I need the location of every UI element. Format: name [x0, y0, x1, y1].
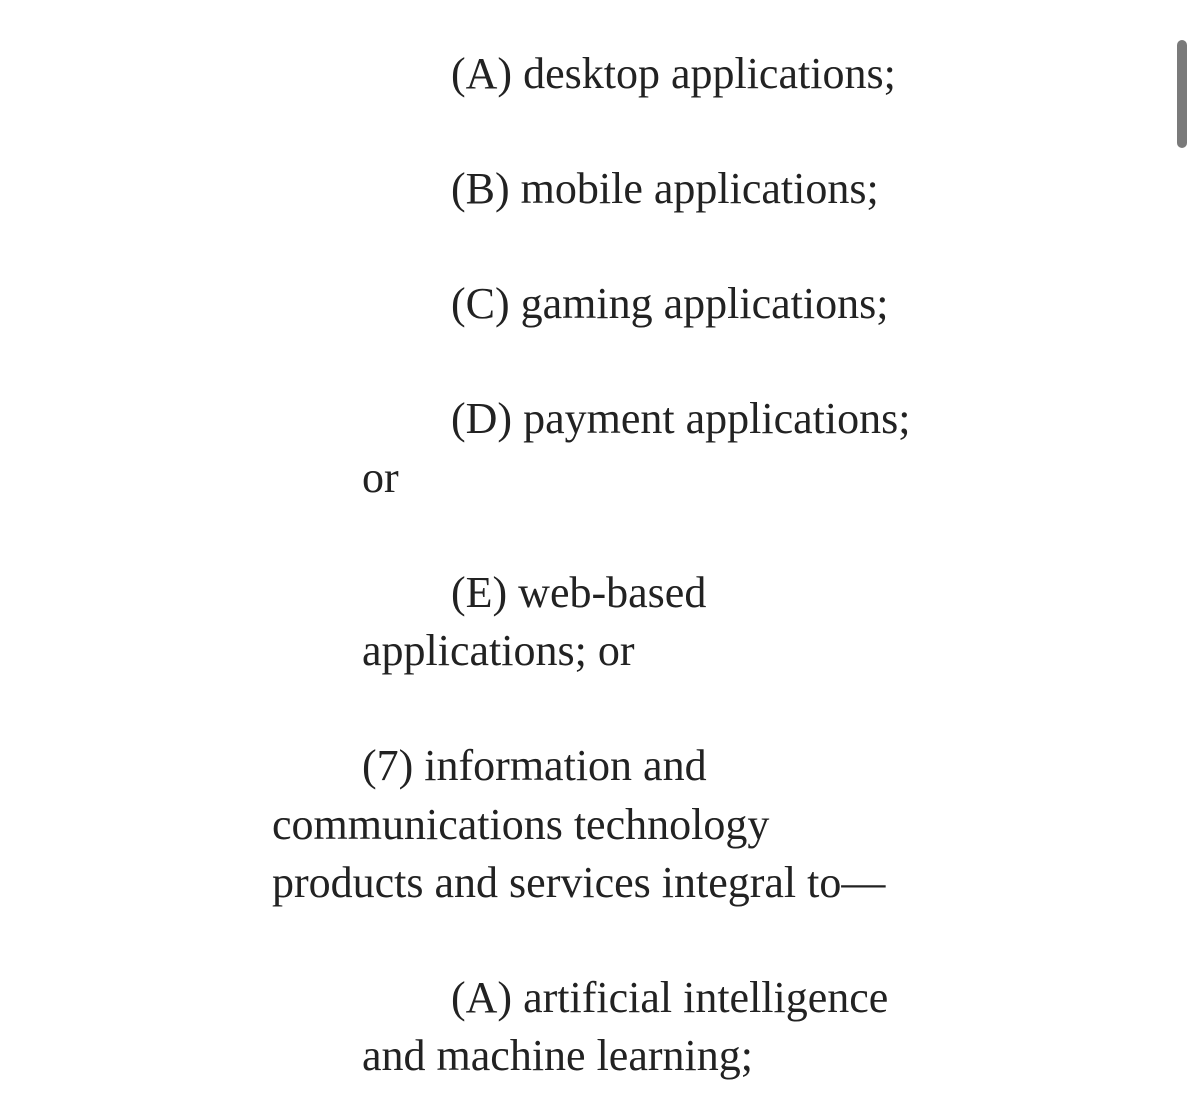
list-item-b-mobile: (B) mobile applications;: [451, 164, 879, 213]
paragraph-7-line-3: products and services integral to—: [272, 858, 886, 907]
list-item-d-payment: (D) payment applications;: [451, 394, 911, 443]
vertical-scrollbar[interactable]: [1177, 40, 1187, 148]
list-item-e-web: (E) web-based: [451, 568, 707, 617]
list-item-d-continuation: or: [362, 453, 399, 502]
list-item-a-ai: (A) artificial intelligence: [451, 973, 889, 1022]
list-item-a-desktop: (A) desktop applications;: [451, 49, 896, 98]
list-item-a-ai-continuation: and machine learning;: [362, 1031, 753, 1080]
paragraph-7-line-2: communications technology: [272, 800, 770, 849]
list-item-e-continuation: applications; or: [362, 626, 635, 675]
paragraph-7-line-1: (7) information and: [362, 741, 707, 790]
list-item-c-gaming: (C) gaming applications;: [451, 279, 889, 328]
